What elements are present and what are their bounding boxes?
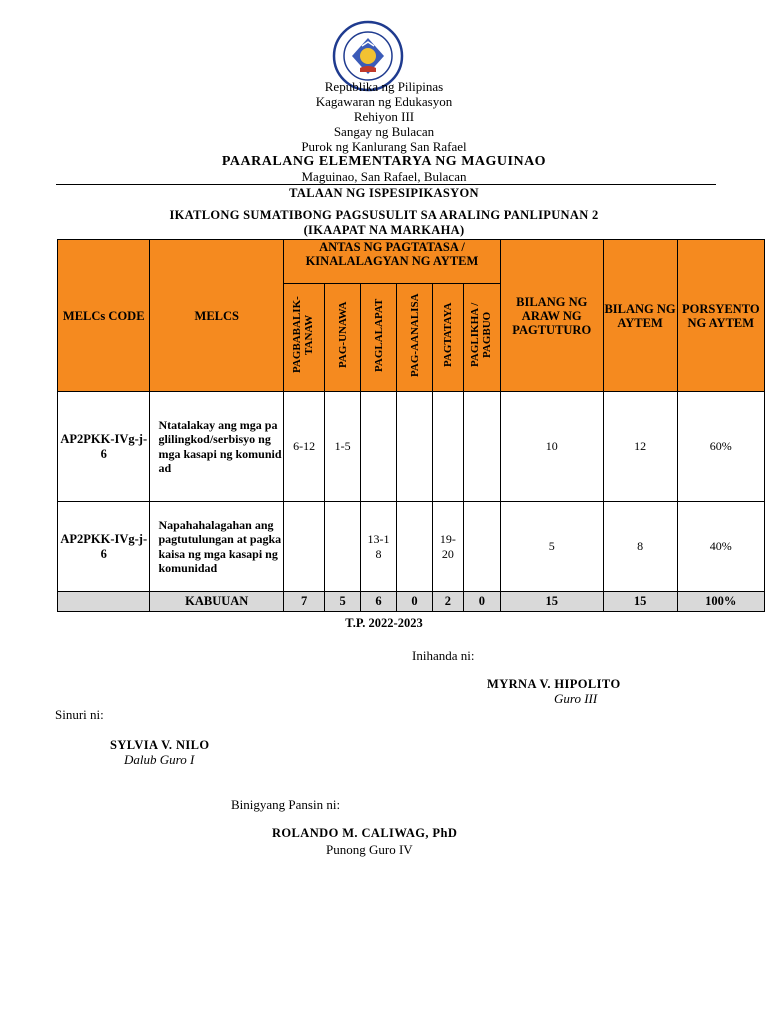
table-row: [58, 502, 765, 592]
col-header-melcs: MELCS: [150, 240, 284, 392]
document-title: TALAAN NG ISPESIPIKASYON: [289, 186, 479, 200]
row-melc: Ntatalakay ang mga paglilingkod/serbisyo ng mga kasapi ng komunidad: [150, 392, 284, 502]
total-level-cell: 6: [361, 592, 397, 612]
row-level-cell: 19-20: [432, 502, 463, 592]
level-header-pag-aanalisa: PAG-AANALISA: [408, 293, 421, 377]
level-header-paglikha: PAGLIKHA / PAGBUO: [468, 302, 493, 368]
header-region: Rehiyon III: [353, 109, 415, 124]
total-porsyento: 100%: [677, 592, 764, 612]
row-porsyento: 40%: [677, 502, 764, 592]
row-level-cell: [284, 502, 325, 592]
school-name: PAARALANG ELEMENTARYA NG MAGUINAO: [221, 154, 547, 169]
row-aytem: 8: [603, 502, 677, 592]
checked-by-role: Dalub Guro I: [124, 752, 195, 767]
row-code: AP2PKK-IVg-j-6: [58, 502, 150, 592]
total-empty-cell: [58, 592, 150, 612]
row-level-cell: [463, 502, 500, 592]
row-level-cell: [397, 502, 433, 592]
prepared-by-role: Guro III: [554, 691, 598, 706]
row-aytem: 12: [603, 392, 677, 502]
total-level-cell: 0: [397, 592, 433, 612]
total-level-cell: 7: [284, 592, 325, 612]
header-republic: Republika ng Pilipinas: [324, 79, 444, 94]
level-header-paglalapat: PAGLALAPAT: [372, 298, 385, 372]
row-level-cell: [361, 392, 397, 502]
total-araw: 15: [500, 592, 603, 612]
row-level-cell: 13-18: [361, 502, 397, 592]
noted-by-label: Binigyang Pansin ni:: [231, 797, 341, 812]
specification-table: [57, 239, 765, 612]
noted-by-name: ROLANDO M. CALIWAG, PhD: [272, 826, 458, 840]
col-header-araw: BILANG NG ARAW NG PAGTUTURO: [500, 240, 603, 392]
level-header-pagbabalik-tanaw: PAGBABALIK-TANAW: [291, 296, 316, 374]
total-row: [58, 592, 765, 612]
header-division: Sangay ng Bulacan: [333, 124, 435, 139]
row-level-cell: 6-12: [284, 392, 325, 502]
total-level-cell: 5: [325, 592, 361, 612]
row-level-cell: [432, 392, 463, 502]
total-aytem: 15: [603, 592, 677, 612]
row-melc: Napahahalagahan ang pagtutulungan at pagkakaisa ng mga kasapi ng komunidad: [150, 502, 284, 592]
prepared-by-label: Inihanda ni:: [412, 648, 475, 663]
row-araw: 5: [500, 502, 603, 592]
table-row: [58, 392, 765, 502]
total-level-cell: 0: [463, 592, 500, 612]
level-header-pagtataya: PAGTATAYA: [441, 302, 454, 368]
total-label: KABUUAN: [150, 592, 284, 612]
col-header-aytem: BILANG NG AYTEM: [603, 240, 677, 392]
row-level-cell: [463, 392, 500, 502]
col-header-porsyento: PORSYENTO NG AYTEM: [677, 240, 764, 392]
row-level-cell: [325, 502, 361, 592]
school-year: T.P. 2022-2023: [345, 616, 423, 630]
row-code: AP2PKK-IVg-j-6: [58, 392, 150, 502]
header-divider: [56, 184, 716, 185]
row-araw: 10: [500, 392, 603, 502]
noted-by-role: Punong Guro IV: [326, 842, 413, 857]
document-subtitle-quarter: (IKAAPAT NA MARKAHA): [303, 223, 465, 237]
prepared-by-name: MYRNA V. HIPOLITO: [487, 677, 621, 691]
document-subtitle: IKATLONG SUMATIBONG PAGSUSULIT SA ARALING PANLIPUNAN 2: [169, 208, 599, 222]
col-header-code: MELCs CODE: [58, 240, 150, 392]
checked-by-name: SYLVIA V. NILO: [110, 738, 210, 752]
row-level-cell: [397, 392, 433, 502]
col-header-antas: ANTAS NG PAGTATASA / KINALALAGYAN NG AYTEM: [284, 240, 501, 284]
row-porsyento: 60%: [677, 392, 764, 502]
total-level-cell: 2: [432, 592, 463, 612]
level-header-pag-unawa: PAG-UNAWA: [336, 301, 349, 369]
school-address: Maguinao, San Rafael, Bulacan: [301, 169, 467, 184]
checked-by-label: Sinuri ni:: [55, 707, 104, 722]
header-department: Kagawaran ng Edukasyon: [315, 94, 453, 109]
row-level-cell: 1-5: [325, 392, 361, 502]
header-district: Purok ng Kanlurang San Rafael: [301, 139, 467, 154]
